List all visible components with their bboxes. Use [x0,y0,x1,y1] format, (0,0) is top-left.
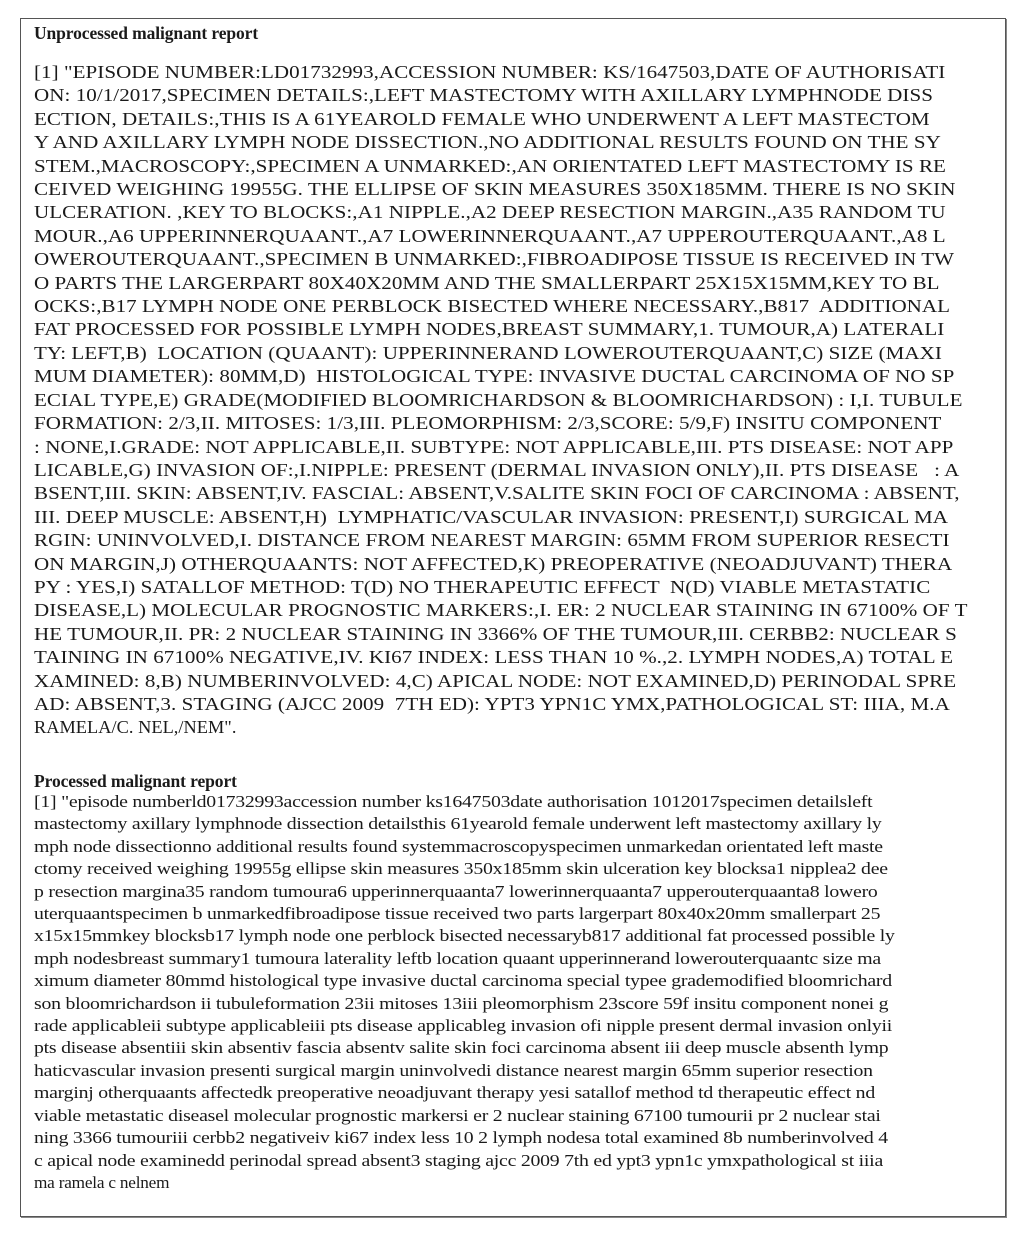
unprocessed-report-heading: Unprocessed malignant report [34,23,259,43]
report-text-line: c apical node examinedd perinodal spread absent3 staging ajcc 2009 7th ed ypt3 ypn1c ymxpathological st iiia [34,1150,884,1170]
report-text-line: MUM DIAMETER): 80MM,D) HISTOLOGICAL TYPE: INVASIVE DUCTAL CARCINOMA OF NO SP [34,366,955,387]
report-text-line: TAINING IN 67100% NEGATIVE,IV. KI67 INDEX: LESS THAN 10 %.,2. LYMPH NODES,A) TOTAL E [34,647,954,668]
report-text-line: marginj otherquaants affectedk preoperative neoadjuvant therapy yesi satallof method td therapeutic effect nd [34,1083,875,1103]
report-text-line: [1] "EPISODE NUMBER:LD01732993,ACCESSION NUMBER: KS/1647503,DATE OF AUTHORISATI [34,62,946,82]
report-text-line: O PARTS THE LARGERPART 80X40X20MM AND THE SMALLERPART 25X15X15MM,KEY TO BL [34,272,940,293]
report-text-line: : NONE,I.GRADE: NOT APPLICABLE,II. SUBTYPE: NOT APPLICABLE,III. PTS DISEASE: NOT APP [34,436,954,457]
report-text-line: ctomy received weighing 19955g ellipse skin measures 350x185mm skin ulceration key blocksa1 nipplea2 dee [34,859,888,879]
report-text-line: RGIN: UNINVOLVED,I. DISTANCE FROM NEAREST MARGIN: 65MM FROM SUPERIOR RESECTI [34,530,950,551]
report-text-line: RAMELA/C. NEL,/NEM". [34,717,237,738]
report-text-line: viable metastatic diseasel molecular prognostic markersi er 2 nuclear staining 67100 tumourii pr 2 nuclear stai [34,1105,881,1125]
report-text-line: rade applicableii subtype applicableiii pts disease applicableg invasion ofi nipple present dermal invasion onlyii [34,1016,893,1036]
report-text-line: ECTION, DETAILS:,THIS IS A 61YEAROLD FEMALE WHO UNDERWENT A LEFT MASTECTOM [34,108,930,129]
report-text-line: p resection margina35 random tumoura6 upperinnerquaanta7 lowerinnerquaanta7 upperouterquaanta8 lowero [34,881,878,901]
report-text-line: son bloomrichardson ii tubuleformation 23ii mitoses 13iii pleomorphism 23score 59f insitu component nonei g [34,993,889,1013]
report-text-line: ULCERATION. ,KEY TO BLOCKS:,A1 NIPPLE.,A2 DEEP RESECTION MARGIN.,A35 RANDOM TU [34,202,946,223]
report-text-line: STEM.,MACROSCOPY:,SPECIMEN A UNMARKED:,AN ORIENTATED LEFT MASTECTOMY IS RE [34,155,946,176]
report-text-line: CEIVED WEIGHING 19955G. THE ELLIPSE OF SKIN MEASURES 350X185MM. THERE IS NO SKIN [34,179,956,200]
report-text-line: Y AND AXILLARY LYMPH NODE DISSECTION.,NO ADDITIONAL RESULTS FOUND ON THE SY [34,132,941,153]
report-text-line: mastectomy axillary lymphnode dissection detailsthis 61yearold female underwent left mastectomy axillary ly [34,814,882,834]
report-text-line: ning 3366 tumouriii cerbb2 negativeiv ki67 index less 10 2 lymph nodesa total examined 8b numberinvolved 4 [34,1128,888,1148]
processed-report-text [34,791,895,1194]
report-text-line: HE TUMOUR,II. PR: 2 NUCLEAR STAINING IN 3366% OF THE TUMOUR,III. CERBB2: NUCLEAR S [34,623,957,644]
unprocessed-report-text [34,61,968,740]
report-text-line: ma ramela c nelnem [34,1172,170,1192]
report-figure-frame [20,18,1006,1217]
report-text-line: DISEASE,L) MOLECULAR PROGNOSTIC MARKERS:,I. ER: 2 NUCLEAR STAINING IN 67100% OF T [34,600,968,621]
report-text-line: LICABLE,G) INVASION OF:,I.NIPPLE: PRESENT (DERMAL INVASION ONLY),II. PTS DISEASE : A [34,459,960,480]
report-text-line: mph node dissectionno additional results found systemmacroscopyspecimen unmarkedan orientated left maste [34,836,883,856]
report-text-line: III. DEEP MUSCLE: ABSENT,H) LYMPHATIC/VASCULAR INVASION: PRESENT,I) SURGICAL MA [34,506,948,527]
report-text-line: XAMINED: 8,B) NUMBERINVOLVED: 4,C) APICAL NODE: NOT EXAMINED,D) PERINODAL SPRE [34,670,957,691]
report-text-line: haticvascular invasion presenti surgical margin uninvolvedi distance nearest margin 65mm superior resection [34,1060,873,1080]
processed-report-heading: Processed malignant report [34,771,237,791]
report-text-line: OCKS:,B17 LYMPH NODE ONE PERBLOCK BISECTED WHERE NECESSARY.,B817 ADDITIONAL [34,296,951,317]
report-text-line: ximum diameter 80mmd histological type invasive ductal carcinoma special typee grademodified bloomrichard [34,971,892,991]
report-text-line: uterquaantspecimen b unmarkedfibroadipose tissue received two parts largerpart 80x40x20mm smallerpart 25 [34,904,881,924]
report-text-line: AD: ABSENT,3. STAGING (AJCC 2009 7TH ED): YPT3 YPN1C YMX,PATHOLOGICAL ST: IIIA, M.A [34,693,950,714]
report-text-line: FAT PROCESSED FOR POSSIBLE LYMPH NODES,BREAST SUMMARY,1. TUMOUR,A) LATERALI [34,319,945,340]
report-text-line: BSENT,III. SKIN: ABSENT,IV. FASCIAL: ABSENT,V.SALITE SKIN FOCI OF CARCINOMA : ABSENT, [34,483,960,504]
report-text-line: x15x15mmkey blocksb17 lymph node one perblock bisected necessaryb817 additional fat processed possible ly [34,926,895,946]
report-text-line: FORMATION: 2/3,II. MITOSES: 1/3,III. PLEOMORPHISM: 2/3,SCORE: 5/9,F) INSITU COMPONENT [34,413,942,434]
report-text-line: ON MARGIN,J) OTHERQUAANTS: NOT AFFECTED,K) PREOPERATIVE (NEOADJUVANT) THERA [34,553,953,574]
report-text-line: [1] "episode numberld01732993accession number ks1647503date authorisation 1012017specimen detailsleft [34,792,873,811]
report-text-line: TY: LEFT,B) LOCATION (QUAANT): UPPERINNERAND LOWEROUTERQUAANT,C) SIZE (MAXI [34,342,942,363]
report-text-line: PY : YES,I) SATALLOF METHOD: T(D) NO THERAPEUTIC EFFECT N(D) VIABLE METASTATIC [34,576,931,597]
report-text-line: ECIAL TYPE,E) GRADE(MODIFIED BLOOMRICHARDSON & BLOOMRICHARDSON) : I,I. TUBULE [34,389,963,410]
report-text-line: ON: 10/1/2017,SPECIMEN DETAILS:,LEFT MASTECTOMY WITH AXILLARY LYMPHNODE DISS [34,85,933,106]
report-text-line: MOUR.,A6 UPPERINNERQUAANT.,A7 LOWERINNERQUAANT.,A7 UPPEROUTERQUAANT.,A8 L [34,225,946,246]
report-text-line: mph nodesbreast summary1 tumoura laterality leftb location quaant upperinnerand lowerouterquaantc size ma [34,948,881,968]
report-text-line: pts disease absentiii skin absentiv fascia absentv salite skin foci carcinoma absent iii deep muscle absenth lymp [34,1038,889,1058]
report-text-line: OWEROUTERQUAANT.,SPECIMEN B UNMARKED:,FIBROADIPOSE TISSUE IS RECEIVED IN TW [34,249,955,270]
